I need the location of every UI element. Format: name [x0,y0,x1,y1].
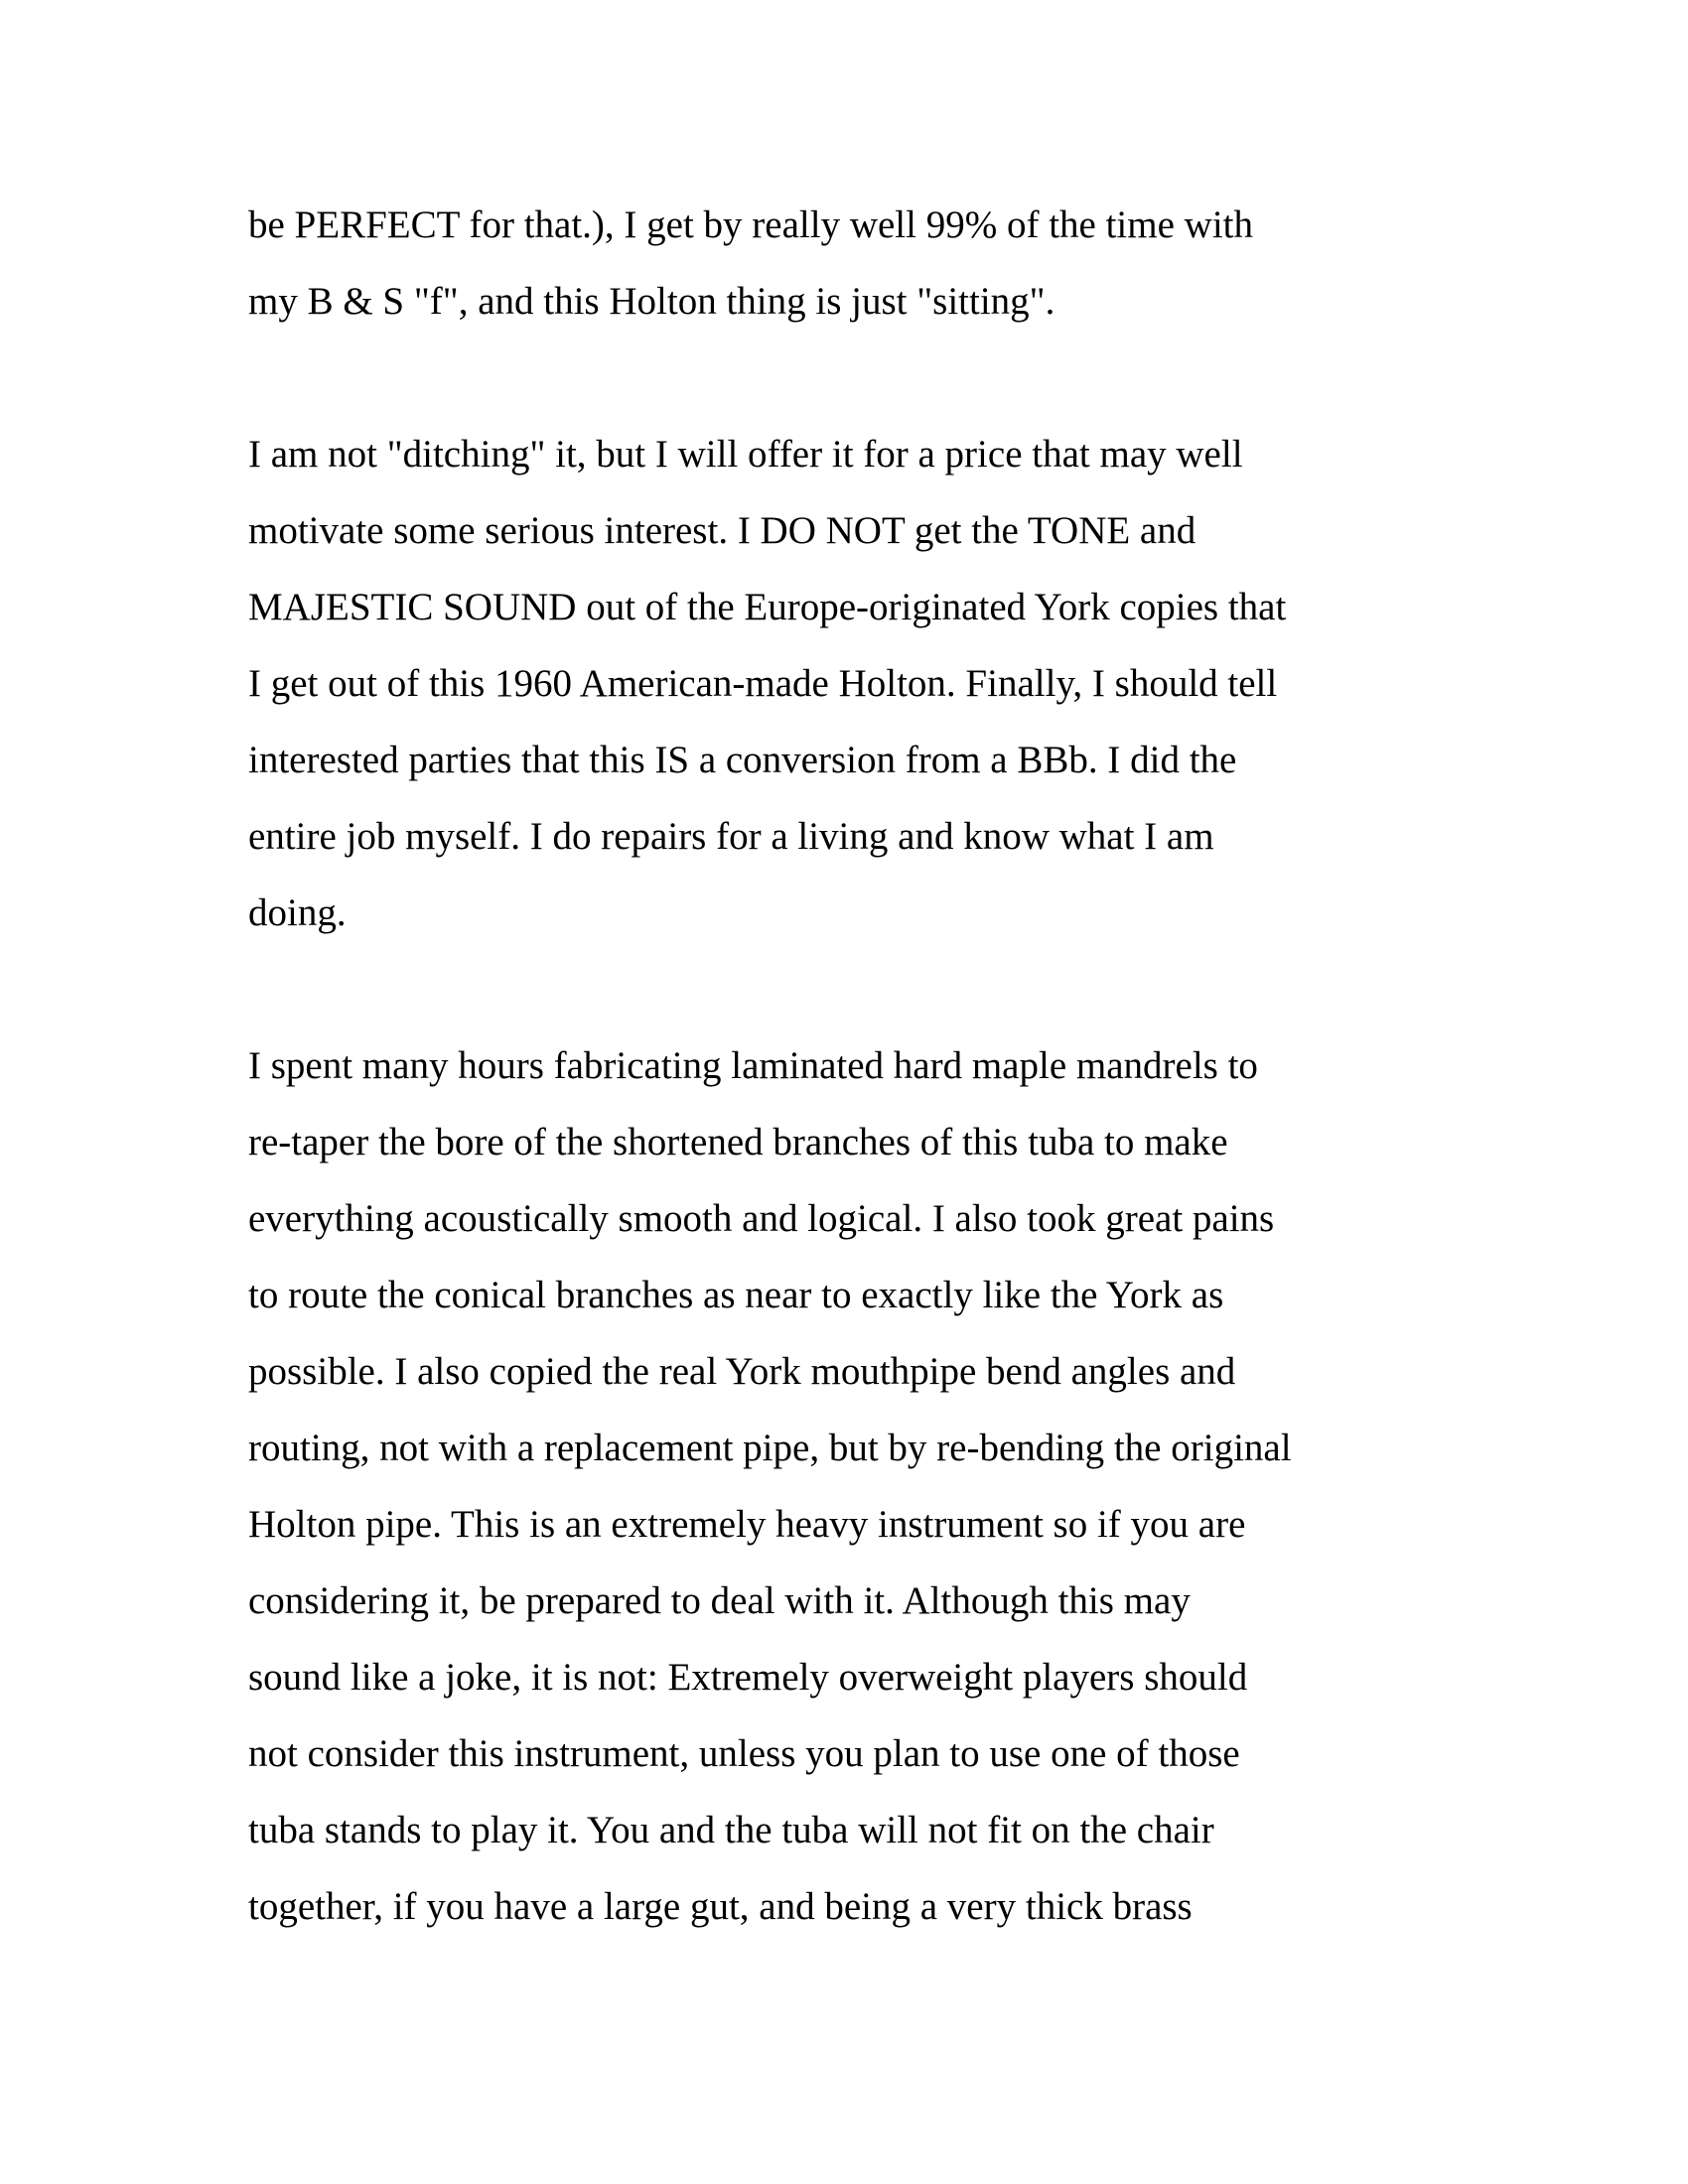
text-line: be PERFECT for that.), I get by really well 99% of the time with [248,204,1254,246]
document-text-block [248,187,1479,1945]
text-line: to route the conical branches as near to exactly like the York as [248,1274,1224,1316]
text-line: motivate some serious interest. I DO NOT get the TONE and [248,509,1196,552]
text-line: possible. I also copied the real York mouthpipe bend angles and [248,1350,1236,1393]
text-line: not consider this instrument, unless you plan to use one of those [248,1732,1240,1775]
text-line: sound like a joke, it is not: Extremely overweight players should [248,1656,1248,1699]
text-line: entire job myself. I do repairs for a living and know what I am [248,815,1214,858]
text-line: I am not "ditching" it, but I will offer it for a price that may well [248,433,1243,476]
text-line: together, if you have a large gut, and being a very thick brass [248,1885,1193,1928]
text-line: routing, not with a replacement pipe, but by re-bending the original [248,1427,1292,1469]
paragraph [248,1027,1479,1945]
text-line: interested parties that this IS a conversion from a BBb. I did the [248,739,1237,781]
paragraph [248,187,1479,340]
paragraph [248,416,1479,951]
text-line: doing. [248,891,347,934]
text-line: tuba stands to play it. You and the tuba will not fit on the chair [248,1809,1214,1851]
text-line: I get out of this 1960 American-made Holton. Finally, I should tell [248,662,1278,705]
text-line: my B & S "f", and this Holton thing is just "sitting". [248,280,1055,323]
text-line: re-taper the bore of the shortened branches of this tuba to make [248,1121,1228,1163]
text-line: MAJESTIC SOUND out of the Europe-originated York copies that [248,586,1287,628]
text-line: considering it, be prepared to deal with it. Although this may [248,1579,1191,1622]
text-line: everything acoustically smooth and logical. I also took great pains [248,1197,1275,1240]
text-line: Holton pipe. This is an extremely heavy instrument so if you are [248,1503,1246,1546]
text-line: I spent many hours fabricating laminated hard maple mandrels to [248,1044,1258,1087]
